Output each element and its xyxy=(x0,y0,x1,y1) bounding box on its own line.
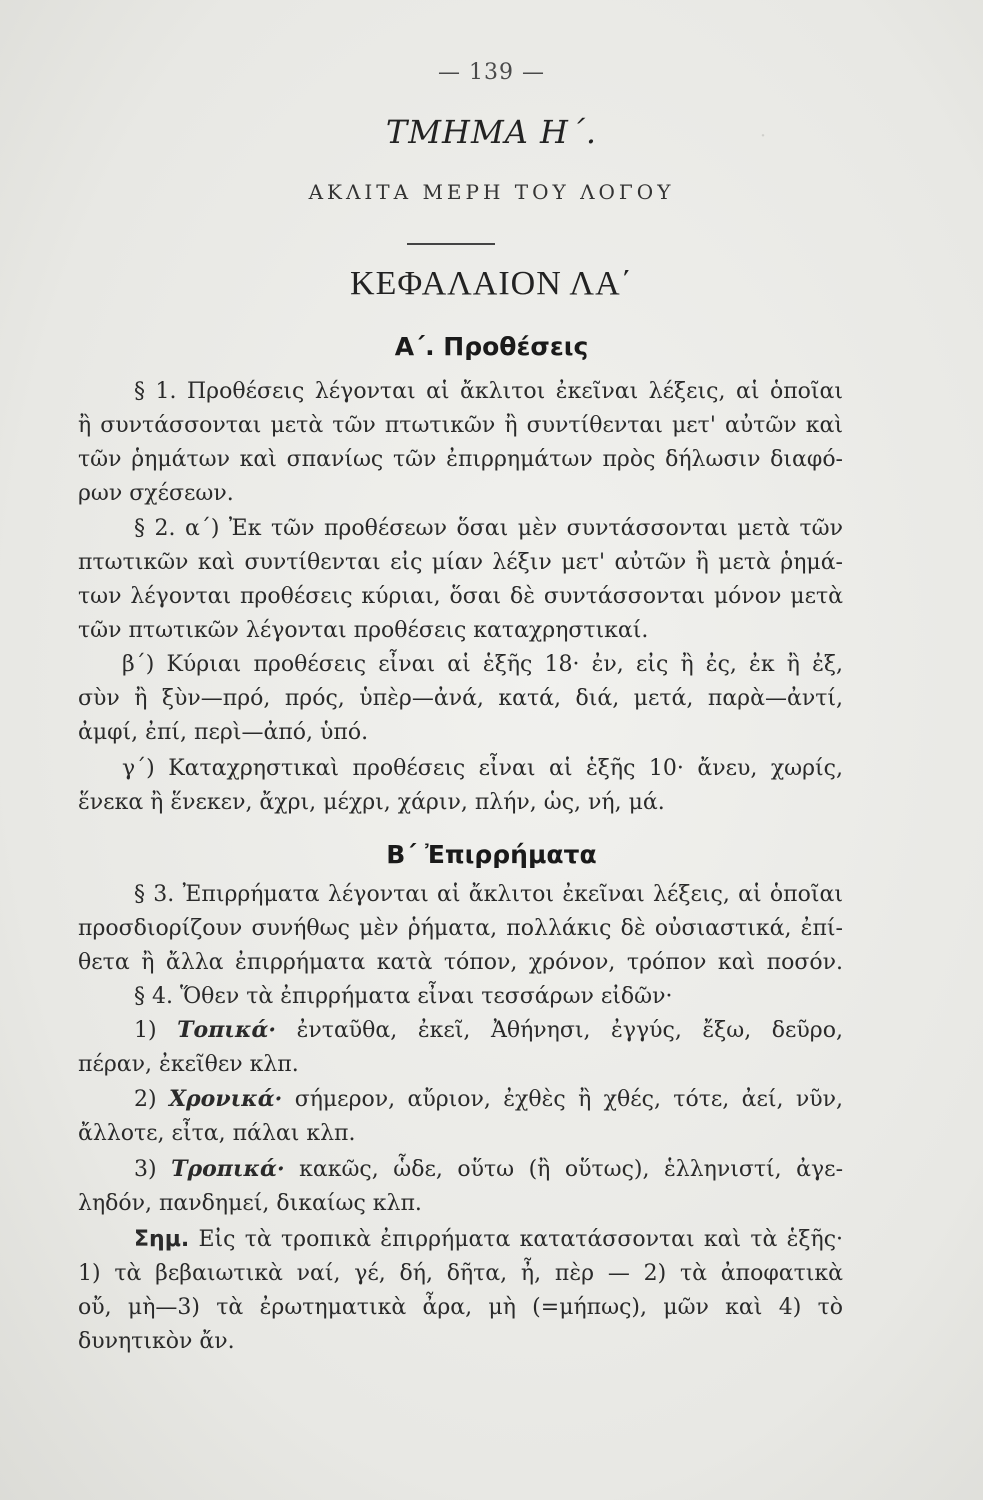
kind-number: 3) xyxy=(134,1157,157,1182)
text-line: β΄) Κύριαι προθέσεις εἶναι αἱ ἑξῆς 18· ἐν, εἰς ἢ ἐς, ἐκ ἢ ἐξ, xyxy=(122,652,843,677)
text-line: ἀμφί, ἐπί, περὶ—ἀπό, ὑπό. xyxy=(78,720,369,745)
text-line: § 1. Προθέσεις λέγονται αἱ ἄκλιτοι ἐκεῖναι λέξεις, αἱ ὁποῖαι xyxy=(134,379,843,404)
kind-examples: ἐνταῦθα, ἐκεῖ, Ἀθήνησι, ἐγγύς, ἔξω, δεῦρο, xyxy=(296,1018,843,1043)
text-line: προσδιορίζουν συνήθως μὲν ῥήματα, πολλάκις δὲ οὐσιαστικά, ἐπί- xyxy=(78,916,843,941)
kind-examples: κακῶς, ὧδε, οὕτω (ἢ οὕτως), ἑλληνιστί, ἀγε- xyxy=(299,1157,844,1182)
text-line: ληδόν, πανδημεί, δικαίως κλπ. xyxy=(78,1191,422,1216)
note-text: Εἰς τὰ τροπικὰ ἐπιρρήματα κατατάσσονται καὶ τὰ ἑξῆς· xyxy=(198,1227,844,1252)
text-line: ρων σχέσεων. xyxy=(78,481,234,506)
adverbs-body xyxy=(78,878,843,1368)
text-line: σὺν ἢ ξὺν—πρό, πρός, ὑπὲρ—ἀνά, κατά, διά, μετά, παρὰ—ἀντί, xyxy=(78,686,843,711)
text-line: τῶν ῥημάτων καὶ σπανίως τῶν ἐπιρρημάτων πρὸς δήλωσιν διαφό- xyxy=(78,447,843,472)
section-subtitle: ΑΚΛΙΤΑ ΜΕΡΗ ΤΟΥ ΛΟΓΟΥ xyxy=(308,180,675,204)
kind-number: 1) xyxy=(134,1018,157,1043)
text-line: ἢ συντάσσονται μετὰ τῶν πτωτικῶν ἢ συντίθενται μετ' αὐτῶν καὶ xyxy=(78,413,843,438)
adverb-kind-local xyxy=(78,1014,843,1047)
text-line: δυνητικὸν ἄν. xyxy=(78,1329,235,1354)
kind-examples: σήμερον, αὔριον, ἐχθὲς ἢ χθές, τότε, ἀεί, νῦν, xyxy=(294,1087,843,1112)
page-number: — 139 — xyxy=(438,60,545,85)
kind-label: Χρονικά· xyxy=(168,1086,283,1112)
heading-prepositions: Α΄. Προθέσεις xyxy=(394,332,589,361)
text-line: § 2. α΄) Ἐκ τῶν προθέσεων ὅσαι μὲν συντάσσονται μετὰ τῶν xyxy=(134,516,843,541)
text-line: 1) τὰ βεβαιωτικὰ ναί, γέ, δή, δῆτα, ἦ, πὲρ — 2) τὰ ἀποφατικὰ xyxy=(78,1261,843,1286)
prepositions-body xyxy=(78,375,843,835)
text-line: ἄλλοτε, εἶτα, πάλαι κλπ. xyxy=(78,1121,356,1146)
text-line: ἕνεκα ἢ ἕνεκεν, ἄχρι, μέχρι, χάριν, πλήν, ὡς, νή, μά. xyxy=(78,790,665,815)
chapter-title: ΚΕΦΑΛΑΙΟΝ ΛΑ΄ xyxy=(350,265,633,302)
heading-adverbs: Β΄ Ἐπιρρήματα xyxy=(386,840,597,869)
text-line: πέραν, ἐκεῖθεν κλπ. xyxy=(78,1052,299,1077)
text-line: § 3. Ἐπιρρήματα λέγονται αἱ ἄκλιτοι ἐκεῖναι λέξεις, αἱ ὁποῖαι xyxy=(134,882,843,907)
text-line: οὔ, μὴ—3) τὰ ἐρωτηματικὰ ἆρα, μὴ (=μήπως), μῶν καὶ 4) τὸ xyxy=(78,1295,843,1320)
kind-number: 2) xyxy=(134,1087,157,1112)
text-line: των λέγονται προθέσεις κύριαι, ὅσαι δὲ συντάσσονται μόνον μετὰ xyxy=(78,584,843,609)
bleed-through-text: · xyxy=(760,125,767,147)
note-line xyxy=(78,1223,843,1256)
text-line: θετα ἢ ἄλλα ἐπιρρήματα κατὰ τόπον, χρόνον, τρόπον καὶ ποσόν. xyxy=(78,950,843,975)
note-label: Σημ. xyxy=(134,1227,190,1252)
text-line: τῶν πτωτικῶν λέγονται προθέσεις καταχρηστικαί. xyxy=(78,618,649,643)
text-line: πτωτικῶν καὶ συντίθενται εἰς μίαν λέξιν μετ' αὐτῶν ἢ μετὰ ῥημά- xyxy=(78,550,843,575)
text-line: γ΄) Καταχρηστικαὶ προθέσεις εἶναι αἱ ἑξῆς 10· ἄνευ, χωρίς, xyxy=(122,756,843,781)
section-title: ΤΜΗΜΑ Η΄. xyxy=(385,113,598,151)
kind-label: Τροπικά· xyxy=(171,1156,285,1182)
divider-rule xyxy=(407,243,495,245)
kind-label: Τοπικά· xyxy=(177,1017,277,1043)
adverb-kind-temporal xyxy=(78,1083,843,1116)
adverb-kind-manner xyxy=(78,1153,843,1186)
text-line: § 4. Ὅθεν τὰ ἐπιρρήματα εἶναι τεσσάρων εἰδῶν· xyxy=(134,984,673,1009)
